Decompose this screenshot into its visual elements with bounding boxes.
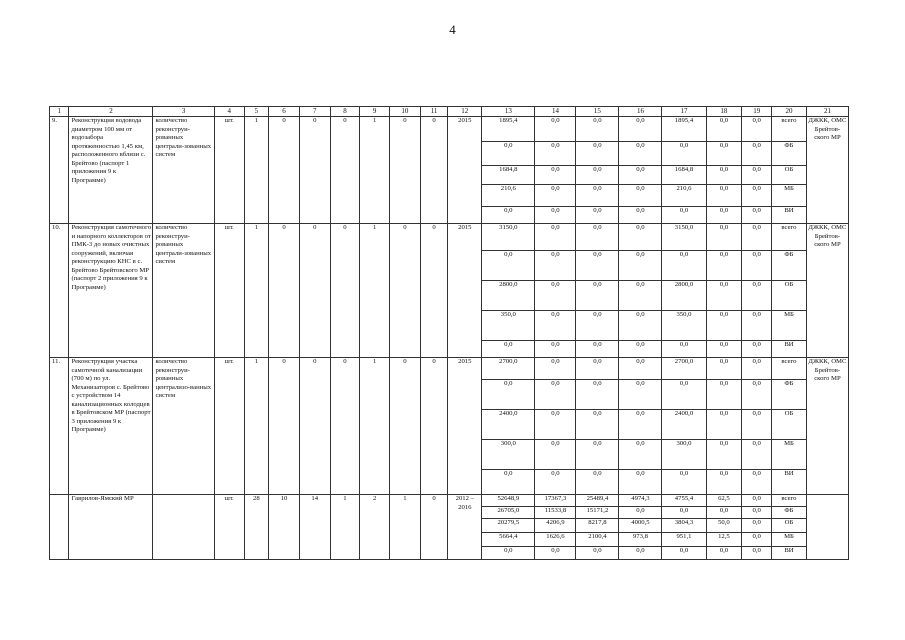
quantity-cell: 0 xyxy=(420,495,448,560)
funding-source: МБ xyxy=(772,533,807,547)
executor-cell: ДЖКК, ОМС Брейтов-ского МР xyxy=(806,358,848,495)
amount-cell: 0,0 xyxy=(535,224,576,251)
amount-cell: 0,0 xyxy=(662,470,706,495)
amount-cell: 8217,8 xyxy=(576,519,619,533)
table-row xyxy=(50,224,849,251)
amount-cell: 0,0 xyxy=(619,224,662,251)
amount-cell: 0,0 xyxy=(662,142,706,166)
amount-cell: 4974,3 xyxy=(619,495,662,507)
funding-source: ВИ xyxy=(772,207,807,224)
quantity-cell: 0 xyxy=(299,358,330,495)
amount-cell: 0,0 xyxy=(662,380,706,410)
year-cell: 2015 xyxy=(448,358,482,495)
amount-cell: 2800,0 xyxy=(662,281,706,311)
quantity-cell: 2 xyxy=(360,495,390,560)
amount-cell: 0,0 xyxy=(706,470,742,495)
amount-cell: 0,0 xyxy=(576,142,619,166)
funding-source: МБ xyxy=(772,440,807,470)
amount-cell: 0,0 xyxy=(742,380,772,410)
amount-cell: 0,0 xyxy=(619,185,662,207)
amount-cell: 0,0 xyxy=(706,380,742,410)
column-header: 12 xyxy=(448,107,482,117)
quantity-cell: 14 xyxy=(299,495,330,560)
quantity-cell: 0 xyxy=(390,117,421,224)
quantity-cell: 0 xyxy=(420,224,448,358)
amount-cell: 973,8 xyxy=(619,533,662,547)
amount-cell: 0,0 xyxy=(535,207,576,224)
amount-cell: 11533,8 xyxy=(535,507,576,519)
quantity-cell: 1 xyxy=(330,495,360,560)
executor-cell: ДЖКК, ОМС Брейтов-ского МР xyxy=(806,117,848,224)
project-name: Реконструкция водовода диаметром 100 мм от водозабора протяженностью 1,45 км, расположенного вблизи с. Брейтово (паспорт 1 приложения 9 к Программе) xyxy=(69,117,153,224)
funding-source: ОБ xyxy=(772,281,807,311)
amount-cell: 0,0 xyxy=(742,166,772,185)
funding-source: ФБ xyxy=(772,142,807,166)
amount-cell: 0,0 xyxy=(662,547,706,560)
summary-row xyxy=(50,495,849,507)
amount-cell: 0,0 xyxy=(742,207,772,224)
quantity-cell: 1 xyxy=(360,358,390,495)
amount-cell: 300,0 xyxy=(662,440,706,470)
amount-cell: 0,0 xyxy=(706,117,742,142)
amount-cell: 0,0 xyxy=(576,341,619,358)
column-header: 8 xyxy=(330,107,360,117)
amount-cell: 0,0 xyxy=(576,470,619,495)
funding-source: всего xyxy=(772,358,807,380)
quantity-cell: 1 xyxy=(244,224,269,358)
funding-source: ФБ xyxy=(772,380,807,410)
amount-cell: 210,6 xyxy=(662,185,706,207)
amount-cell: 3150,0 xyxy=(482,224,535,251)
column-header: 17 xyxy=(662,107,706,117)
amount-cell: 0,0 xyxy=(576,207,619,224)
amount-cell: 0,0 xyxy=(706,207,742,224)
amount-cell: 0,0 xyxy=(619,507,662,519)
amount-cell: 0,0 xyxy=(535,142,576,166)
column-header: 20 xyxy=(772,107,807,117)
quantity-cell: 1 xyxy=(244,358,269,495)
row-number: 9. xyxy=(50,117,69,224)
amount-cell: 0,0 xyxy=(662,341,706,358)
quantity-cell: 1 xyxy=(244,117,269,224)
amount-cell: 0,0 xyxy=(482,341,535,358)
amount-cell: 0,0 xyxy=(619,470,662,495)
column-header: 10 xyxy=(390,107,421,117)
amount-cell: 0,0 xyxy=(742,311,772,341)
amount-cell: 5664,4 xyxy=(482,533,535,547)
amount-cell: 0,0 xyxy=(576,410,619,440)
amount-cell: 0,0 xyxy=(619,440,662,470)
row-number xyxy=(50,495,69,560)
table-row xyxy=(50,117,849,142)
amount-cell: 0,0 xyxy=(706,547,742,560)
column-header: 14 xyxy=(535,107,576,117)
amount-cell: 0,0 xyxy=(742,281,772,311)
year-cell: 2015 xyxy=(448,224,482,358)
indicator-name: количество реконструи-рованных централизо-ванных систем xyxy=(153,358,214,495)
funding-source: МБ xyxy=(772,311,807,341)
project-name: Реконструкция самотечного и напорного коллекторов от ПМК-3 до новых очистных сооружений, включая реконструкцию КНС в с. Брейтово Брейтовского МР (паспорт 2 приложения 9 к Программе) xyxy=(69,224,153,358)
quantity-cell: 0 xyxy=(269,224,300,358)
funding-source: ОБ xyxy=(772,519,807,533)
summary-name: Гаврилов-Ямский МР xyxy=(69,495,153,560)
amount-cell: 210,6 xyxy=(482,185,535,207)
amount-cell: 50,0 xyxy=(706,519,742,533)
amount-cell: 0,0 xyxy=(619,341,662,358)
amount-cell: 1626,6 xyxy=(535,533,576,547)
column-header: 6 xyxy=(269,107,300,117)
amount-cell: 300,0 xyxy=(482,440,535,470)
unit-cell: шт. xyxy=(214,495,244,560)
amount-cell: 0,0 xyxy=(706,341,742,358)
amount-cell: 0,0 xyxy=(482,251,535,281)
amount-cell: 52648,9 xyxy=(482,495,535,507)
column-header: 11 xyxy=(420,107,448,117)
amount-cell: 0,0 xyxy=(535,341,576,358)
amount-cell: 0,0 xyxy=(742,440,772,470)
column-header: 21 xyxy=(806,107,848,117)
quantity-cell: 0 xyxy=(299,224,330,358)
indicator-name xyxy=(153,495,214,560)
column-header: 18 xyxy=(706,107,742,117)
amount-cell: 0,0 xyxy=(576,251,619,281)
amount-cell: 0,0 xyxy=(535,358,576,380)
amount-cell: 0,0 xyxy=(742,507,772,519)
amount-cell: 0,0 xyxy=(742,142,772,166)
project-name: Реконструкция участка самотечной канализации (700 м) по ул. Механизаторов с. Брейтово с устройством 14 канализационных колодцев в Брейтовском МР (паспорт 3 приложения 9 к Программе) xyxy=(69,358,153,495)
amount-cell: 0,0 xyxy=(619,547,662,560)
quantity-cell: 1 xyxy=(360,224,390,358)
quantity-cell: 0 xyxy=(390,358,421,495)
unit-cell: шт. xyxy=(214,117,244,224)
amount-cell: 17367,3 xyxy=(535,495,576,507)
amount-cell: 0,0 xyxy=(742,358,772,380)
amount-cell: 15171,2 xyxy=(576,507,619,519)
quantity-cell: 0 xyxy=(299,117,330,224)
amount-cell: 0,0 xyxy=(576,281,619,311)
funding-source: ОБ xyxy=(772,166,807,185)
amount-cell: 0,0 xyxy=(706,410,742,440)
amount-cell: 0,0 xyxy=(619,166,662,185)
funding-source: всего xyxy=(772,495,807,507)
amount-cell: 0,0 xyxy=(619,142,662,166)
amount-cell: 0,0 xyxy=(706,185,742,207)
amount-cell: 0,0 xyxy=(619,251,662,281)
amount-cell: 0,0 xyxy=(706,142,742,166)
column-header: 9 xyxy=(360,107,390,117)
amount-cell: 0,0 xyxy=(576,224,619,251)
amount-cell: 0,0 xyxy=(535,380,576,410)
amount-cell: 0,0 xyxy=(619,311,662,341)
amount-cell: 0,0 xyxy=(706,224,742,251)
year-cell: 2015 xyxy=(448,117,482,224)
funding-source: ВИ xyxy=(772,470,807,495)
amount-cell: 0,0 xyxy=(576,166,619,185)
amount-cell: 26705,0 xyxy=(482,507,535,519)
funding-source: ФБ xyxy=(772,251,807,281)
quantity-cell: 10 xyxy=(269,495,300,560)
quantity-cell: 0 xyxy=(420,117,448,224)
amount-cell: 0,0 xyxy=(706,311,742,341)
amount-cell: 2400,0 xyxy=(482,410,535,440)
funding-source: ОБ xyxy=(772,410,807,440)
unit-cell: шт. xyxy=(214,224,244,358)
table-row xyxy=(50,358,849,380)
amount-cell: 0,0 xyxy=(576,380,619,410)
amount-cell: 2800,0 xyxy=(482,281,535,311)
amount-cell: 0,0 xyxy=(662,207,706,224)
amount-cell: 1684,8 xyxy=(482,166,535,185)
amount-cell: 62,5 xyxy=(706,495,742,507)
indicator-name: количество реконструи-рованных централи-зованных систем xyxy=(153,117,214,224)
quantity-cell: 0 xyxy=(330,358,360,495)
amount-cell: 1895,4 xyxy=(482,117,535,142)
column-header: 2 xyxy=(69,107,153,117)
funding-source: МБ xyxy=(772,185,807,207)
amount-cell: 20279,5 xyxy=(482,519,535,533)
executor-cell xyxy=(806,495,848,560)
amount-cell: 0,0 xyxy=(619,410,662,440)
amount-cell: 0,0 xyxy=(742,533,772,547)
row-number: 10. xyxy=(50,224,69,358)
column-header: 15 xyxy=(576,107,619,117)
amount-cell: 0,0 xyxy=(742,251,772,281)
amount-cell: 0,0 xyxy=(576,440,619,470)
amount-cell: 2700,0 xyxy=(662,358,706,380)
unit-cell: шт. xyxy=(214,358,244,495)
amount-cell: 0,0 xyxy=(742,410,772,440)
amount-cell: 2100,4 xyxy=(576,533,619,547)
amount-cell: 0,0 xyxy=(535,547,576,560)
amount-cell: 0,0 xyxy=(706,358,742,380)
year-cell: 2012 – 2016 xyxy=(448,495,482,560)
column-header: 4 xyxy=(214,107,244,117)
amount-cell: 0,0 xyxy=(619,380,662,410)
amount-cell: 0,0 xyxy=(535,410,576,440)
amount-cell: 0,0 xyxy=(742,495,772,507)
quantity-cell: 1 xyxy=(390,495,421,560)
amount-cell: 0,0 xyxy=(706,507,742,519)
amount-cell: 0,0 xyxy=(619,358,662,380)
amount-cell: 0,0 xyxy=(535,440,576,470)
amount-cell: 2400,0 xyxy=(662,410,706,440)
quantity-cell: 0 xyxy=(330,117,360,224)
amount-cell: 4206,9 xyxy=(535,519,576,533)
funding-source: ВИ xyxy=(772,547,807,560)
amount-cell: 350,0 xyxy=(482,311,535,341)
amount-cell: 0,0 xyxy=(482,207,535,224)
amount-cell: 350,0 xyxy=(662,311,706,341)
amount-cell: 951,1 xyxy=(662,533,706,547)
column-header: 19 xyxy=(742,107,772,117)
header-row xyxy=(50,107,849,117)
funding-source: ВИ xyxy=(772,341,807,358)
column-header: 7 xyxy=(299,107,330,117)
amount-cell: 0,0 xyxy=(742,341,772,358)
amount-cell: 2700,0 xyxy=(482,358,535,380)
funding-source: всего xyxy=(772,224,807,251)
quantity-cell: 0 xyxy=(330,224,360,358)
row-number: 11. xyxy=(50,358,69,495)
column-header: 16 xyxy=(619,107,662,117)
funding-source: всего xyxy=(772,117,807,142)
amount-cell: 0,0 xyxy=(482,547,535,560)
amount-cell: 0,0 xyxy=(742,519,772,533)
column-header: 3 xyxy=(153,107,214,117)
amount-cell: 0,0 xyxy=(576,185,619,207)
amount-cell: 4755,4 xyxy=(662,495,706,507)
amount-cell: 0,0 xyxy=(619,117,662,142)
amount-cell: 0,0 xyxy=(706,440,742,470)
amount-cell: 1684,8 xyxy=(662,166,706,185)
column-header: 1 xyxy=(50,107,69,117)
amount-cell: 0,0 xyxy=(742,224,772,251)
amount-cell: 3150,0 xyxy=(662,224,706,251)
amount-cell: 0,0 xyxy=(742,470,772,495)
amount-cell: 0,0 xyxy=(576,311,619,341)
indicator-name: количество реконструи-рованных централи-зованных систем xyxy=(153,224,214,358)
amount-cell: 25489,4 xyxy=(576,495,619,507)
amount-cell: 0,0 xyxy=(706,166,742,185)
column-header: 5 xyxy=(244,107,269,117)
amount-cell: 0,0 xyxy=(482,380,535,410)
amount-cell: 0,0 xyxy=(535,470,576,495)
page-number: 4 xyxy=(449,22,456,37)
amount-cell: 0,0 xyxy=(742,117,772,142)
amount-cell: 1895,4 xyxy=(662,117,706,142)
quantity-cell: 0 xyxy=(269,358,300,495)
amount-cell: 0,0 xyxy=(482,470,535,495)
amount-cell: 12,5 xyxy=(706,533,742,547)
amount-cell: 0,0 xyxy=(535,251,576,281)
quantity-cell: 28 xyxy=(244,495,269,560)
column-header: 13 xyxy=(482,107,535,117)
amount-cell: 0,0 xyxy=(619,207,662,224)
amount-cell: 0,0 xyxy=(576,358,619,380)
amount-cell: 4000,5 xyxy=(619,519,662,533)
amount-cell: 0,0 xyxy=(576,117,619,142)
amount-cell: 0,0 xyxy=(535,117,576,142)
quantity-cell: 0 xyxy=(390,224,421,358)
executor-cell: ДЖКК, ОМС Брейтов-ского МР xyxy=(806,224,848,358)
amount-cell: 0,0 xyxy=(706,281,742,311)
quantity-cell: 1 xyxy=(360,117,390,224)
amount-cell: 0,0 xyxy=(706,251,742,281)
program-table xyxy=(49,106,849,560)
amount-cell: 0,0 xyxy=(576,547,619,560)
amount-cell: 0,0 xyxy=(662,507,706,519)
amount-cell: 0,0 xyxy=(619,281,662,311)
quantity-cell: 0 xyxy=(420,358,448,495)
amount-cell: 0,0 xyxy=(742,185,772,207)
amount-cell: 0,0 xyxy=(535,185,576,207)
amount-cell: 0,0 xyxy=(535,311,576,341)
amount-cell: 0,0 xyxy=(482,142,535,166)
amount-cell: 0,0 xyxy=(742,547,772,560)
amount-cell: 0,0 xyxy=(662,251,706,281)
amount-cell: 0,0 xyxy=(535,281,576,311)
funding-source: ФБ xyxy=(772,507,807,519)
amount-cell: 3804,3 xyxy=(662,519,706,533)
quantity-cell: 0 xyxy=(269,117,300,224)
amount-cell: 0,0 xyxy=(535,166,576,185)
